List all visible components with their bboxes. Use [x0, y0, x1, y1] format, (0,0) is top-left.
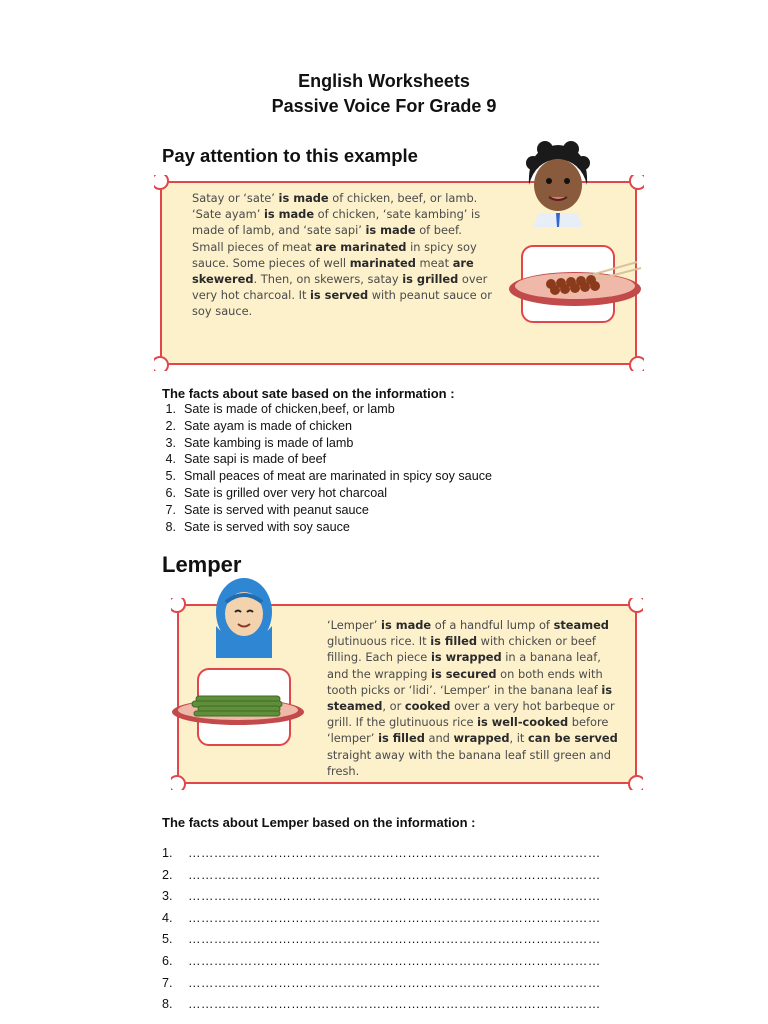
- fact-item: [150, 519, 570, 536]
- passive-verb: wrapped: [453, 731, 510, 746]
- answer-line[interactable]: [162, 911, 642, 933]
- answer-line[interactable]: [162, 976, 642, 998]
- answer-blank[interactable]: ……………………………………………………………………………………: [188, 997, 601, 1012]
- fact-text: Sate is served with peanut sauce: [184, 502, 369, 517]
- answer-line[interactable]: [162, 889, 642, 911]
- passive-verb: are skewered: [192, 255, 474, 287]
- text-run: ‘Sate ayam’: [192, 207, 264, 222]
- boy-student-illustration: [525, 141, 591, 227]
- passive-verb: is steamed: [327, 682, 613, 714]
- answer-blank[interactable]: ……………………………………………………………………………………: [188, 953, 601, 968]
- text-run: with chicken or beef filling. Each piece: [327, 634, 596, 665]
- passive-verb: is made: [263, 207, 315, 222]
- fact-number: 8.: [165, 519, 176, 534]
- text-run: with peanut sauce or soy sauce.: [192, 288, 492, 319]
- fact-text: Sate sapi is made of beef: [184, 452, 327, 467]
- text-run: meat: [415, 255, 453, 270]
- passive-verb: steamed: [553, 618, 609, 632]
- passive-verb: is wrapped: [430, 650, 502, 665]
- fact-number: 3.: [165, 435, 176, 450]
- text-run: ‘Lemper’: [327, 618, 382, 632]
- answer-line[interactable]: [162, 868, 642, 890]
- passive-verb: is grilled: [402, 272, 459, 287]
- lemper-facts-title: The facts about Lemper based on the information :: [162, 815, 476, 830]
- passive-verb: marinated: [349, 255, 416, 270]
- answer-blank[interactable]: ……………………………………………………………………………………: [188, 932, 601, 947]
- passive-verb: is secured: [431, 666, 497, 681]
- text-run: , it: [509, 731, 529, 746]
- passive-verb: is filled: [430, 634, 478, 649]
- text-run: before ‘lemper’: [327, 715, 609, 746]
- lemper-answer-lines: [162, 846, 642, 1019]
- sate-info-text: [192, 190, 492, 320]
- fact-item: [150, 468, 570, 485]
- answer-number: 4.: [162, 910, 173, 925]
- fact-item: [150, 502, 570, 519]
- lemper-plate-illustration: [168, 690, 308, 730]
- text-run: , or: [382, 699, 405, 714]
- section-heading-example: Pay attention to this example: [162, 145, 418, 166]
- text-run: of beef. Small pieces of meat: [192, 223, 462, 254]
- text-run: over very hot charcoal. It: [192, 272, 488, 303]
- passive-verb: is well-cooked: [477, 715, 569, 730]
- answer-line[interactable]: [162, 954, 642, 976]
- text-run: on both ends with tooth picks or ‘lidi’. ‘Lemper’ in the banana leaf: [327, 666, 603, 697]
- passive-verb: is made: [365, 223, 416, 238]
- text-run: in spicy soy sauce. Some pieces of well: [192, 239, 477, 270]
- text-run: glutinuous rice. It: [327, 634, 431, 649]
- text-run: Satay or ‘sate’: [192, 191, 279, 205]
- worksheet-title: English Worksheets: [298, 71, 470, 91]
- answer-blank[interactable]: ……………………………………………………………………………………: [188, 867, 601, 882]
- answer-number: 3.: [162, 889, 173, 904]
- text-run: straight away with the banana leaf still green and fresh.: [327, 747, 611, 778]
- fact-item: [150, 485, 570, 502]
- fact-number: 2.: [165, 418, 176, 433]
- text-run: and: [424, 731, 454, 746]
- passive-verb: is filled: [378, 731, 425, 746]
- fact-text: Sate kambing is made of lamb: [184, 435, 354, 450]
- text-run: of chicken, beef, or lamb.: [328, 191, 478, 205]
- fact-number: 7.: [165, 502, 176, 517]
- fact-text: Sate ayam is made of chicken: [184, 418, 352, 433]
- section-heading-lemper: Lemper: [162, 552, 242, 577]
- answer-number: 7.: [162, 975, 173, 990]
- answer-blank[interactable]: ……………………………………………………………………………………: [188, 889, 601, 904]
- answer-blank[interactable]: ……………………………………………………………………………………: [188, 846, 601, 860]
- passive-verb: are marinated: [315, 239, 407, 254]
- text-run: in a banana leaf, and the wrapping: [327, 650, 601, 681]
- answer-number: 6.: [162, 953, 173, 968]
- answer-line[interactable]: [162, 932, 642, 954]
- passive-verb: can be served: [528, 731, 618, 746]
- fact-item: [150, 451, 570, 468]
- text-run: . Then, on skewers, satay: [253, 272, 403, 287]
- text-run: over a very hot barbeque or grill. If the glutinuous rice: [327, 699, 615, 730]
- passive-verb: cooked: [404, 699, 451, 714]
- answer-line[interactable]: [162, 997, 642, 1019]
- sate-facts-list: [150, 401, 570, 535]
- fact-number: 1.: [165, 402, 176, 416]
- answer-number: 8.: [162, 997, 173, 1012]
- passive-verb: is made: [381, 618, 432, 632]
- fact-text: Sate is made of chicken,beef, or lamb: [184, 402, 395, 416]
- fact-text: Small peaces of meat are marinated in spicy soy sauce: [184, 469, 492, 484]
- fact-text: Sate is grilled over very hot charcoal: [184, 485, 387, 500]
- answer-number: 1.: [162, 846, 173, 860]
- sate-facts-title: The facts about sate based on the information :: [162, 386, 455, 401]
- answer-number: 5.: [162, 932, 173, 947]
- answer-blank[interactable]: ……………………………………………………………………………………: [188, 975, 601, 990]
- fact-number: 5.: [165, 469, 176, 484]
- worksheet-subtitle: Passive Voice For Grade 9: [271, 96, 497, 116]
- lemper-info-text: [327, 617, 622, 779]
- fact-item: [150, 435, 570, 452]
- fact-number: 6.: [165, 485, 176, 500]
- fact-item: [150, 401, 570, 418]
- answer-line[interactable]: [162, 846, 642, 868]
- passive-verb: is made: [278, 191, 329, 205]
- text-run: of chicken, ‘sate kambing’ is made of lamb, and ‘sate sapi’: [192, 207, 481, 238]
- text-run: of a handful lump of: [431, 618, 554, 632]
- fact-number: 4.: [165, 452, 176, 467]
- girl-student-illustration: [213, 574, 275, 658]
- answer-number: 2.: [162, 867, 173, 882]
- answer-blank[interactable]: ……………………………………………………………………………………: [188, 910, 601, 925]
- sate-plate-illustration: [505, 256, 645, 310]
- fact-text: Sate is served with soy sauce: [184, 519, 350, 534]
- passive-verb: is served: [310, 288, 369, 303]
- fact-item: [150, 418, 570, 435]
